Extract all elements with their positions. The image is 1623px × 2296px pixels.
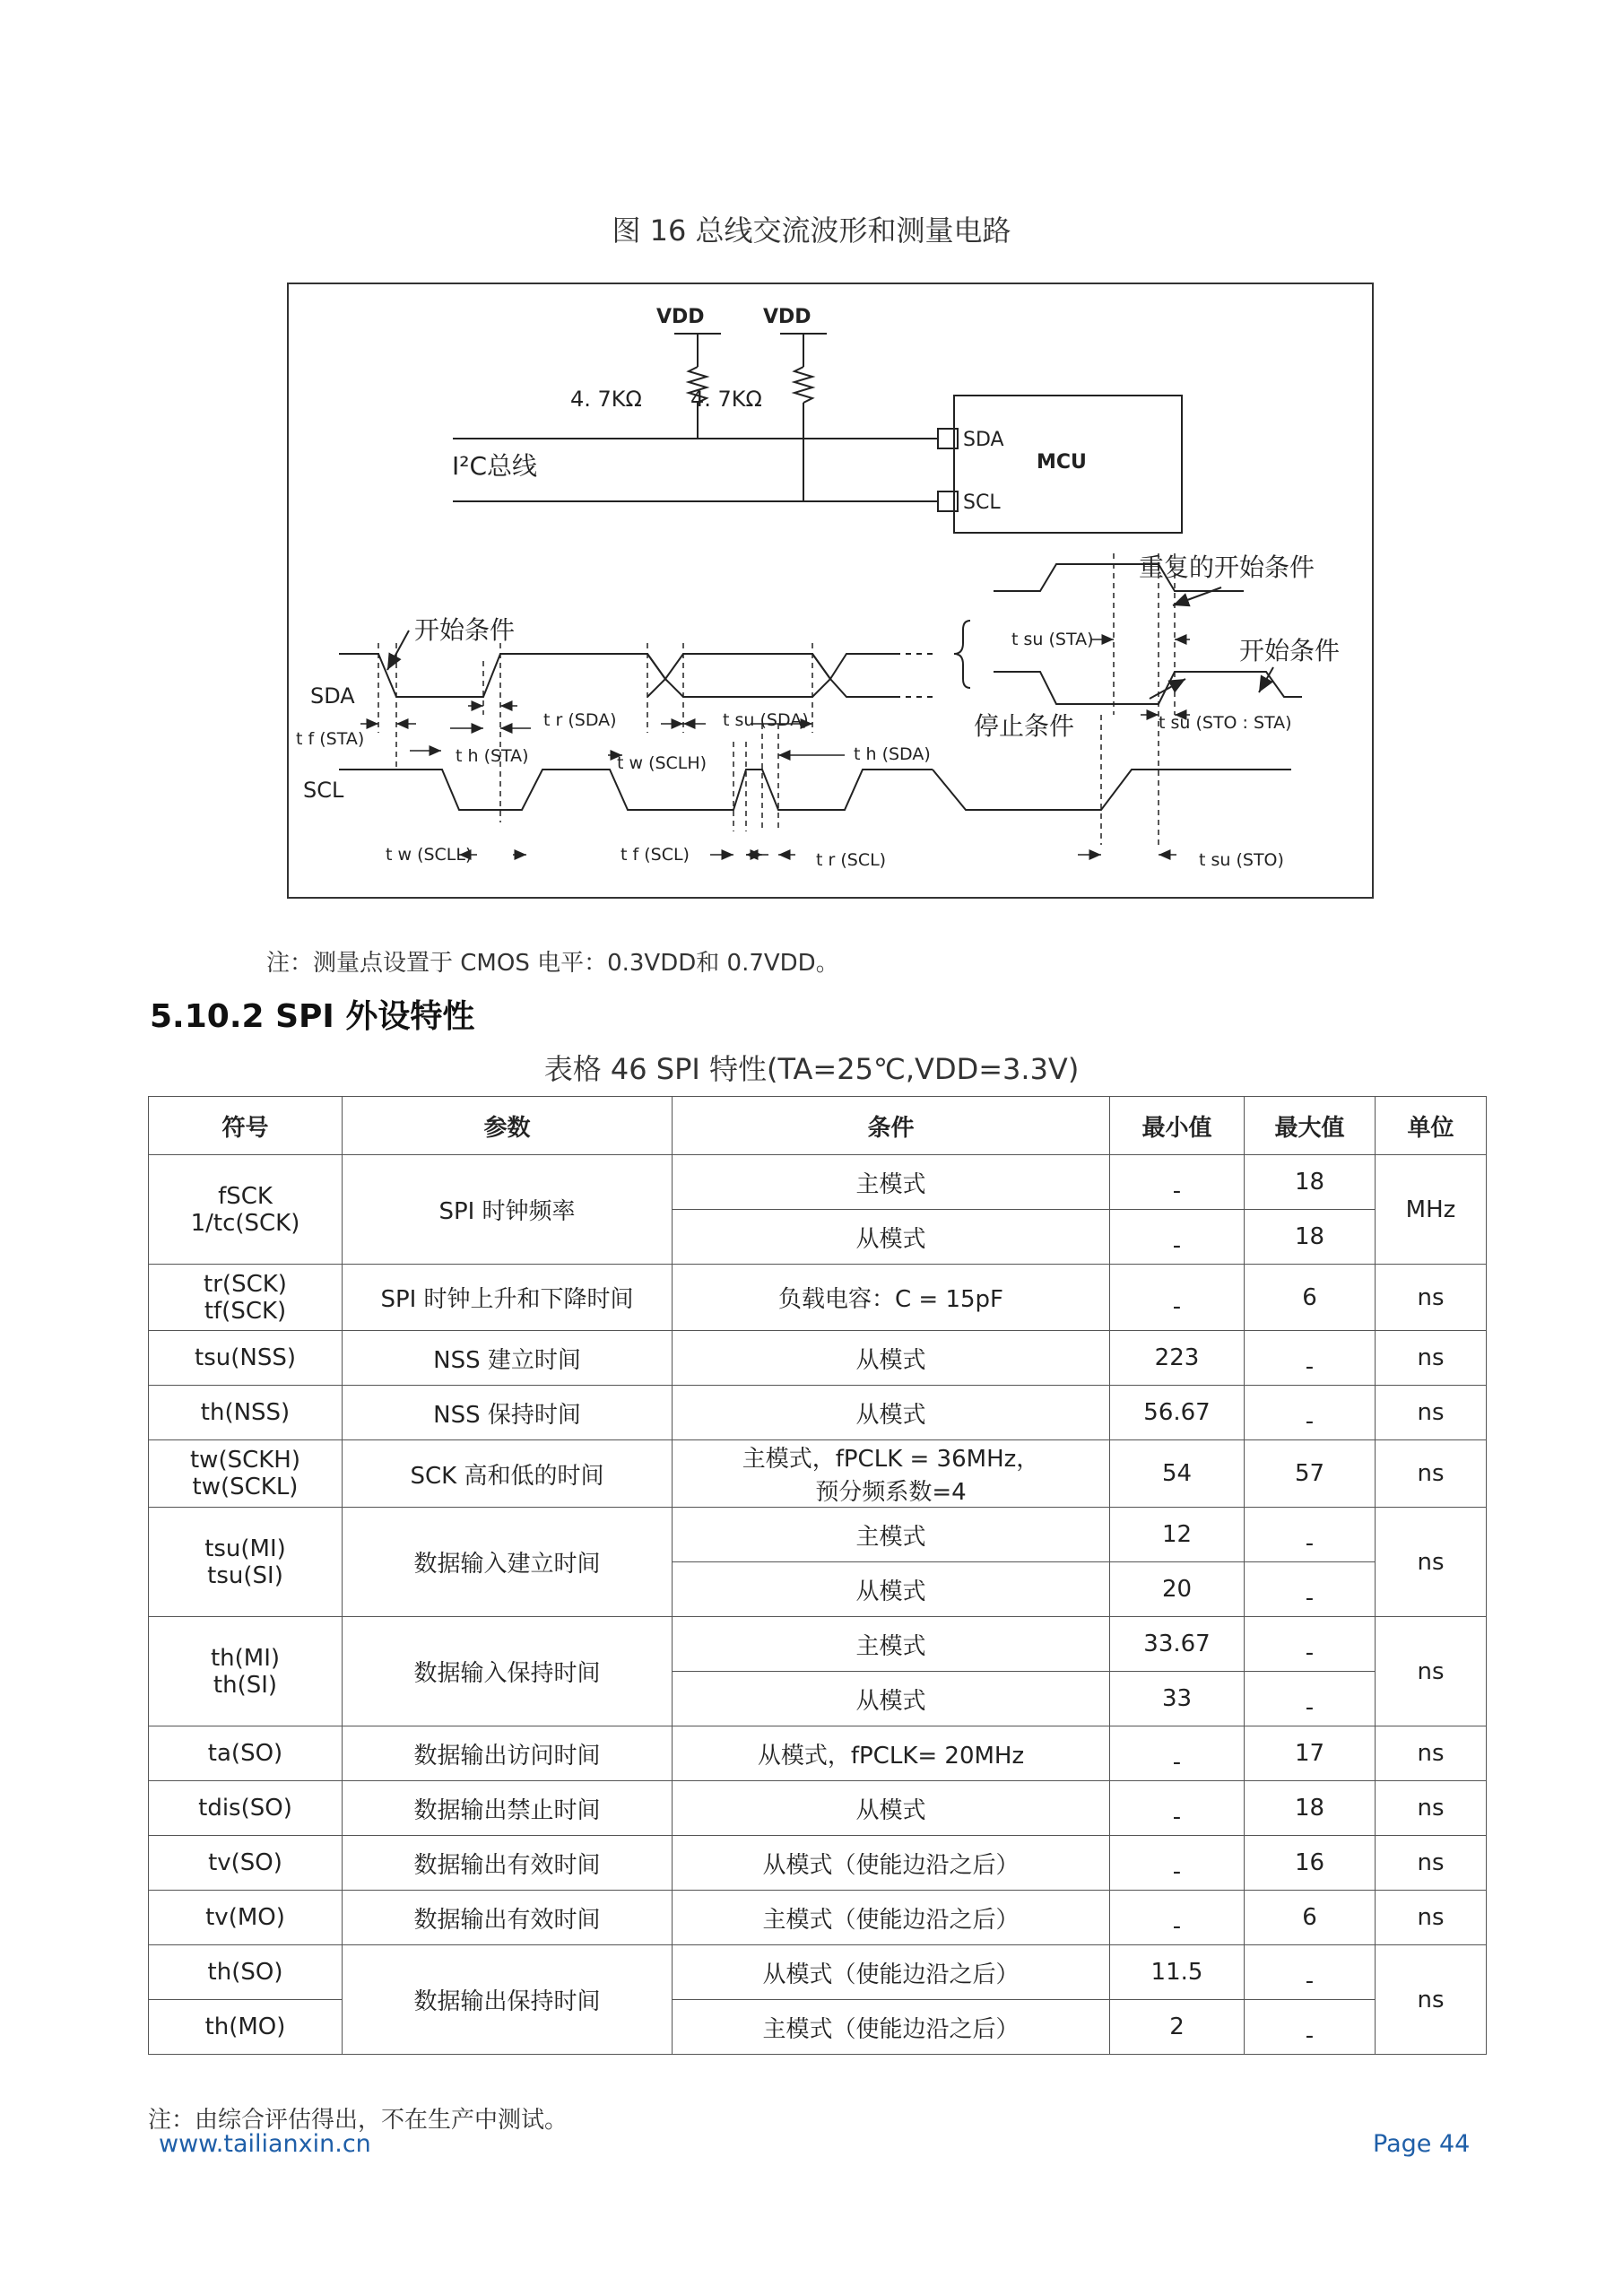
scl-signal-label: SCL [303,778,344,803]
resistor-label: 4. 7KΩ [570,387,642,412]
table-row [149,1945,1487,2000]
figure-caption: 图 16 总线交流波形和测量电路 [612,213,1011,248]
max-cell [1245,1617,1376,1672]
param-cell: 数据输出有效时间 [343,1836,673,1891]
section-heading: 5.10.2 SPI 外设特性 [150,998,475,1035]
max-value: - [1305,1639,1315,1666]
param-cell: SCK 高和低的时间 [343,1440,673,1508]
max-cell [1245,1672,1376,1726]
cond-cell: 负载电容：C = 15pF [673,1265,1110,1331]
figure-note: 注：测量点设置于 CMOS 电平：0.3VDD和 0.7VDD。 [266,950,839,977]
start-condition-label-2: 开始条件 [1239,636,1341,665]
start-condition-label: 开始条件 [414,615,516,645]
symbol: tsu(SI) [207,1561,283,1589]
min-value: - [1172,1804,1182,1831]
table-row [149,1726,1487,1781]
cond-cell: 主模式（使能边沿之后） [673,2000,1110,2055]
vdd-label: VDD [656,306,705,328]
table-row [149,1155,1487,1210]
header-param: 参数 [343,1097,673,1155]
symbol-cell: th(MO) [149,2000,343,2055]
i2c-timing-diagram [289,284,1376,900]
unit-cell: MHz [1376,1155,1487,1265]
header-symbol: 符号 [149,1097,343,1155]
cond-cell [673,1440,1110,1508]
cond-cell: 从模式，fPCLK= 20MHz [673,1726,1110,1781]
tr-scl-label: t r (SCL) [816,850,887,870]
table-row [149,1781,1487,1836]
table-caption: 表格 46 SPI 特性(TA=25℃,VDD=3.3V) [543,1052,1080,1086]
min-cell [1110,1210,1245,1265]
min-value: - [1172,1178,1182,1205]
min-cell: 223 [1110,1331,1245,1386]
symbol: 1/tc(SCK) [190,1209,300,1237]
cond-cell: 从模式（使能边沿之后） [673,1945,1110,2000]
table-row [149,1440,1487,1508]
tf-sta-label: t f (STA) [296,729,365,749]
symbol-cell: tdis(SO) [149,1781,343,1836]
tsu-sda-label: t su (SDA) [723,710,809,730]
min-cell: 54 [1110,1440,1245,1508]
param-cell: 数据输出保持时间 [343,1945,673,2055]
cond-cell: 从模式 [673,1672,1110,1726]
symbol-cell: ta(SO) [149,1726,343,1781]
min-cell: 12 [1110,1508,1245,1562]
unit-cell: ns [1376,1891,1487,1945]
bus-label: I²C总线 [452,451,538,481]
max-cell: 6 [1245,1891,1376,1945]
resistor-label: 4. 7KΩ [690,387,762,412]
symbol: tw(SCKH) [189,1447,300,1474]
footer-page-number: Page 44 [1373,2130,1471,2158]
max-cell: 57 [1245,1440,1376,1508]
max-cell [1245,1331,1376,1386]
symbol-cell: tv(SO) [149,1836,343,1891]
max-cell [1245,2000,1376,2055]
cond-line: 预分频系数=4 [815,1479,967,1506]
vdd-label: VDD [763,306,812,328]
unit-cell: ns [1376,1265,1487,1331]
symbol-cell: th(NSS) [149,1386,343,1440]
scl-pin-label: SCL [963,491,1001,514]
max-value: - [1305,2022,1315,2049]
min-value: - [1172,1749,1182,1776]
table-footnote: 注：由综合评估得出，不在生产中测试。 [148,2107,568,2134]
symbol-cell [149,1508,343,1617]
tw-sclh-label: t w (SCLH) [617,753,707,773]
max-cell [1245,1386,1376,1440]
symbol-cell: tv(MO) [149,1891,343,1945]
table-row [149,1508,1487,1562]
table-row [149,1891,1487,1945]
cond-cell: 主模式 [673,1155,1110,1210]
table-row [149,1836,1487,1891]
param-cell: 数据输出有效时间 [343,1891,673,1945]
max-cell: 18 [1245,1781,1376,1836]
symbol-cell [149,1617,343,1726]
unit-cell: ns [1376,1945,1487,2055]
table-row [149,1265,1487,1331]
unit-cell: ns [1376,1617,1487,1726]
table-row [149,1617,1487,1672]
unit-cell: ns [1376,1836,1487,1891]
min-cell [1110,1726,1245,1781]
symbol: fSCK [218,1182,273,1210]
cond-cell: 从模式 [673,1386,1110,1440]
unit-cell: ns [1376,1781,1487,1836]
param-cell: NSS 建立时间 [343,1331,673,1386]
symbol-cell: th(SO) [149,1945,343,2000]
header-max: 最大值 [1245,1097,1376,1155]
min-cell: 56.67 [1110,1386,1245,1440]
param-cell: 数据输出访问时间 [343,1726,673,1781]
symbol: tw(SCKL) [192,1474,299,1500]
unit-cell: ns [1376,1508,1487,1617]
max-value: - [1305,1585,1315,1612]
tw-scll-label: t w (SCLL) [386,845,473,865]
table-header-row [149,1097,1487,1155]
cond-cell: 主模式 [673,1508,1110,1562]
cond-line: 主模式，fPCLK = 36MHz， [742,1446,1040,1473]
param-cell: 数据输出禁止时间 [343,1781,673,1836]
symbol-cell [149,1440,343,1508]
cond-cell: 从模式（使能边沿之后） [673,1836,1110,1891]
unit-cell: ns [1376,1440,1487,1508]
unit-cell: ns [1376,1331,1487,1386]
tsu-sto-label: t su (STO) [1199,850,1284,870]
table-row [149,1331,1487,1386]
symbol: th(SI) [213,1671,278,1699]
restart-condition-label: 重复的开始条件 [1139,552,1315,582]
min-cell [1110,1155,1245,1210]
min-value: - [1172,1858,1182,1885]
header-cond: 条件 [673,1097,1110,1155]
cond-cell: 从模式 [673,1781,1110,1836]
min-value: - [1172,1292,1182,1320]
sda-signal-label: SDA [310,683,355,709]
footer-website[interactable]: www.tailianxin.cn [159,2130,371,2158]
th-sda-label: t h (SDA) [854,744,931,764]
min-cell [1110,1265,1245,1331]
header-min: 最小值 [1110,1097,1245,1155]
max-cell [1245,1562,1376,1617]
unit-cell: ns [1376,1386,1487,1440]
mcu-label: MCU [1037,451,1087,474]
max-value: - [1305,1694,1315,1721]
max-cell: 6 [1245,1265,1376,1331]
param-cell: 数据输入保持时间 [343,1617,673,1726]
symbol-cell: tsu(NSS) [149,1331,343,1386]
spi-characteristics-table [148,1096,1487,2055]
cond-cell: 主模式（使能边沿之后） [673,1891,1110,1945]
tsu-sta-label: t su (STA) [1011,630,1094,649]
tsu-sto-sta-label: t su (STO : STA) [1159,713,1292,733]
param-cell: SPI 时钟上升和下降时间 [343,1265,673,1331]
min-cell: 33.67 [1110,1617,1245,1672]
min-value: - [1172,1913,1182,1940]
th-sta-label: t h (STA) [456,746,529,766]
table-row [149,1386,1487,1440]
max-value: - [1305,1968,1315,1995]
min-cell [1110,1836,1245,1891]
symbol: th(MI) [210,1644,281,1672]
max-cell: 18 [1245,1155,1376,1210]
stop-condition-label: 停止条件 [974,711,1075,741]
min-cell: 20 [1110,1562,1245,1617]
symbol: tf(SCK) [204,1297,287,1325]
cond-cell: 从模式 [673,1562,1110,1617]
max-cell: 18 [1245,1210,1376,1265]
max-value: - [1305,1353,1315,1380]
symbol: tsu(MI) [204,1535,286,1562]
i2c-timing-figure [287,283,1374,899]
param-cell: SPI 时钟频率 [343,1155,673,1265]
min-cell [1110,1781,1245,1836]
min-cell: 33 [1110,1672,1245,1726]
max-cell [1245,1945,1376,2000]
unit-cell: ns [1376,1726,1487,1781]
max-cell: 17 [1245,1726,1376,1781]
cond-cell: 从模式 [673,1331,1110,1386]
max-value: - [1305,1530,1315,1557]
cond-cell: 从模式 [673,1210,1110,1265]
param-cell: 数据输入建立时间 [343,1508,673,1617]
tr-sda-label: t r (SDA) [543,710,617,730]
min-cell: 11.5 [1110,1945,1245,2000]
header-unit: 单位 [1376,1097,1487,1155]
max-value: - [1305,1408,1315,1435]
cond-cell: 主模式 [673,1617,1110,1672]
sda-pin-label: SDA [963,429,1004,451]
min-cell: 2 [1110,2000,1245,2055]
max-cell: 16 [1245,1836,1376,1891]
symbol: tr(SCK) [204,1270,287,1298]
param-cell: NSS 保持时间 [343,1386,673,1440]
symbol-cell [149,1265,343,1331]
symbol-cell [149,1155,343,1265]
min-value: - [1172,1232,1182,1259]
tf-scl-label: t f (SCL) [621,845,690,865]
min-cell [1110,1891,1245,1945]
max-cell [1245,1508,1376,1562]
